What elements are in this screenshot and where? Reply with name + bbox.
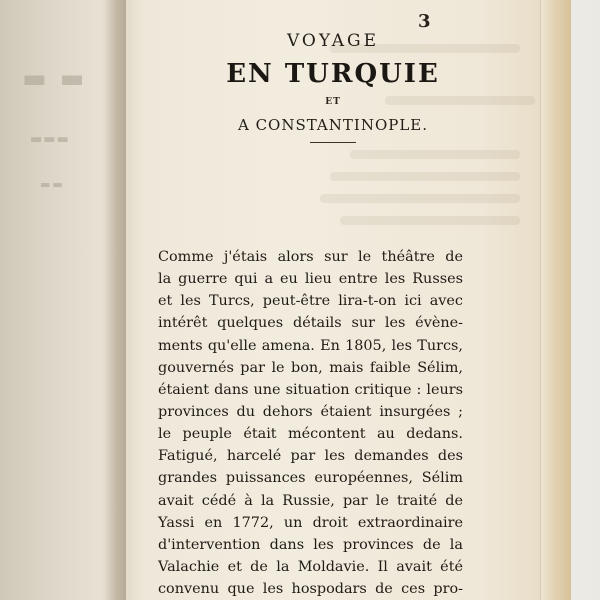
bleed-through — [330, 172, 520, 181]
title-line-en-turquie: EN TURQUIE — [226, 59, 440, 89]
body-line: étaient dans une situation critique : leurs — [158, 381, 463, 398]
page-number: 3 — [418, 11, 431, 32]
bleed-through — [340, 216, 520, 225]
title-line-voyage: VOYAGE — [286, 31, 380, 51]
body-line: provinces du dehors étaient insurgées ; — [158, 403, 463, 420]
title-rule — [310, 142, 356, 143]
body-line: convenu que les hospodars de ces pro- — [158, 581, 463, 598]
body-line: intérêt quelques détails sur les évène- — [158, 315, 463, 332]
faint-print-mark: ▬▬▬ — [30, 132, 70, 147]
bleed-through — [350, 150, 520, 159]
faint-print-mark: ▬▬ — [40, 178, 65, 191]
body-line: Fatigué, harcelé par les demandes des — [158, 448, 463, 465]
page-edge — [540, 0, 571, 600]
body-line: grandes puissances européennes, Sélim — [158, 470, 463, 487]
title-line-constantinople: A CONSTANTINOPLE. — [237, 116, 429, 134]
body-line: la guerre qui a eu lieu entre les Russes — [158, 271, 463, 288]
title-line-et: ET — [325, 97, 341, 107]
body-line: ments qu'elle amena. En 1805, les Turcs, — [158, 337, 463, 354]
body-line: Yassi en 1772, un droit extraordinaire — [158, 514, 463, 531]
body-line: gouvernés par le bon, mais faible Sélim, — [158, 359, 463, 376]
body-line: avait cédé à la Russie, par le traité de — [158, 492, 463, 509]
body-paragraph — [158, 246, 463, 600]
bleed-through — [320, 194, 520, 203]
faint-print-mark: ▬ ▬ — [22, 64, 87, 94]
body-line: le peuple était mécontent au dedans. — [158, 426, 463, 443]
body-line: et les Turcs, peut-être lira-t-on ici avec — [158, 293, 463, 310]
gutter-shadow — [104, 0, 126, 600]
body-line: Valachie et de la Moldavie. Il avait été — [158, 558, 463, 575]
left-page-faint-print — [0, 20, 118, 320]
body-line: Comme j'étais alors sur le théâtre de — [158, 249, 463, 265]
body-line: d'intervention dans les provinces de la — [158, 536, 463, 553]
